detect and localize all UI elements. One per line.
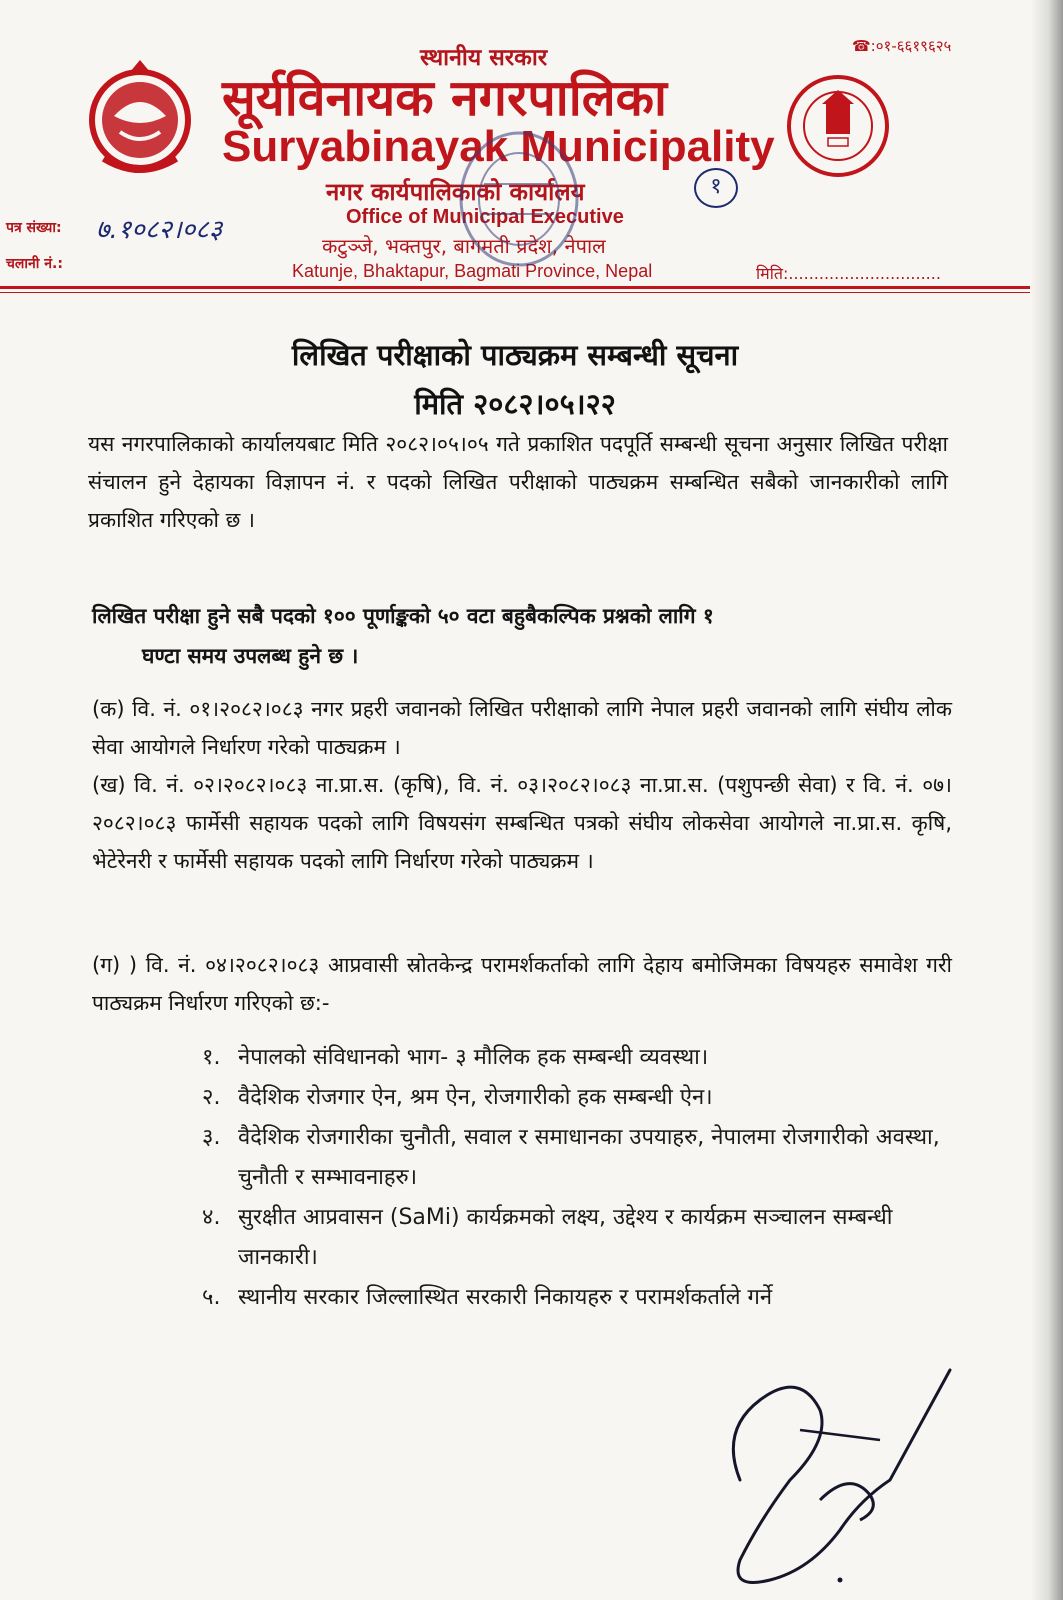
section-ka: (क) वि. नं. ०१।२०८२।०८३ नगर प्रहरी जवानको लिखित परीक्षाको लागि नेपाल प्रहरी जवानको लागि संघीय लोक सेवा आयोगले निर्धारण गरेको पाठ्यक्रम ।: [92, 697, 952, 759]
notice-date: मिति २०८२।०५।२२: [414, 387, 616, 421]
list-item: [202, 1198, 962, 1278]
section-ga: (ग) ) वि. नं. ०४।२०८२।०८३ आप्रवासी स्रोतकेन्द्र परामर्शकर्ताको लागि देहाय बमोजिमका विषयहरु समावेश गरी पाठ्यक्रम निर्धारण गरिएको छ:-: [92, 953, 952, 1015]
list-item-text: वैदेशिक रोजगारीका चुनौती, सवाल र समाधानका उपयाहरु, नेपालमा रोजगारीको अवस्था, चुनौती र सम्भावनाहरु।: [238, 1125, 940, 1190]
list-item-number: ५.: [202, 1285, 221, 1310]
list-item-text: स्थानीय सरकार जिल्लास्थित सरकारी निकायहरु र परामर्शकर्ताले गर्ने: [238, 1285, 773, 1310]
syllabus-list: [202, 1038, 962, 1318]
date-field: मिति:..............................: [756, 264, 941, 283]
list-item: [202, 1078, 962, 1118]
address-np: कटुञ्जे, भक्तपुर, बागमती प्रदेश, नेपाल: [322, 234, 606, 258]
list-item-number: २.: [202, 1085, 221, 1110]
list-item: [202, 1278, 962, 1318]
list-item-number: ३.: [202, 1125, 221, 1150]
list-item: [202, 1118, 962, 1198]
local-government-label: स्थानीय सरकार: [420, 45, 548, 71]
ref-number-value: ७.१०८२।०८३: [96, 215, 223, 245]
section-kha: (ख) वि. नं. ०२।२०८२।०८३ ना.प्रा.स. (कृषि), वि. नं. ०३।२०८२।०८३ ना.प्रा.स. (पशुपन्छी सेवा) र वि. नं. ०७।२०८२।०८३ फार्मेसी सहायक पदको लागि विषयसंग सम्बन्धित पत्रको संघीय लोकसेवा आयोगले ना.प्रा.स. कृषि, भेटेरेनरी र फार्मेसी सहायक पदको लागि निर्धारण गरेको पाठ्यक्रम ।: [92, 773, 952, 873]
dispatch-number-label: चलानी नं.:: [6, 256, 63, 272]
round-stamp-icon: [454, 124, 584, 274]
signature: [700, 1330, 970, 1600]
municipality-seal-icon: [786, 74, 890, 178]
list-item-number: १.: [202, 1045, 221, 1070]
exam-note-line1: लिखित परीक्षा हुने सबै पदको १०० पूर्णाङ्कको ५० वटा बहुबैकल्पिक प्रश्नको लागि १: [92, 604, 714, 628]
office-name-en: Office of Municipal Executive: [346, 206, 624, 228]
municipality-name-np: सूर्यविनायक नगरपालिका: [222, 69, 667, 127]
list-item-text: सुरक्षीत आप्रवासन (SaMi) कार्यक्रमको लक्ष्य, उद्देश्य र कार्यक्रम सञ्चालन सम्बन्धी जानकारी।: [238, 1205, 893, 1270]
list-item-number: ४.: [202, 1205, 221, 1230]
intro-paragraph: यस नगरपालिकाको कार्यालयबाट मिति २०८२।०५।०५ गते प्रकाशित पदपूर्ति सम्बन्धी सूचना अनुसार लिखित परीक्षा संचालन हुने देहायका विज्ञापन नं. र पदको लिखित परीक्षाको पाठ्यक्रम सम्बन्धित सबैको जानकारीको लागि प्रकाशित गरिएको छ ।: [88, 432, 948, 532]
municipality-name-en: Suryabinayak Municipality: [222, 122, 775, 171]
ref-number-label: पत्र संख्या:: [6, 220, 62, 236]
list-item: [202, 1038, 962, 1078]
header-rule-thin: [0, 292, 1030, 293]
nepal-emblem-icon: [84, 58, 196, 176]
address-en: Katunje, Bhaktapur, Bagmati Province, Nepal: [292, 261, 653, 281]
exam-note-line2: घण्टा समय उपलब्ध हुने छ ।: [142, 644, 359, 668]
letterhead: [0, 0, 1063, 300]
list-item-text: नेपालको संविधानको भाग- ३ मौलिक हक सम्बन्धी व्यवस्था।: [238, 1045, 709, 1070]
office-name-np: नगर कार्यपालिकाको कार्यालय: [326, 178, 585, 206]
list-item-text: वैदेशिक रोजगार ऐन, श्रम ऐन, रोजगारीको हक सम्बन्धी ऐन।: [238, 1085, 713, 1110]
exam-note: [92, 596, 952, 676]
page-number: १: [694, 168, 738, 208]
header-rule: [0, 286, 1030, 289]
phone-number: ☎:०१-६६१९६२५: [852, 37, 952, 55]
notice-title: लिखित परीक्षाको पाठ्यक्रम सम्बन्धी सूचना: [291, 338, 739, 372]
